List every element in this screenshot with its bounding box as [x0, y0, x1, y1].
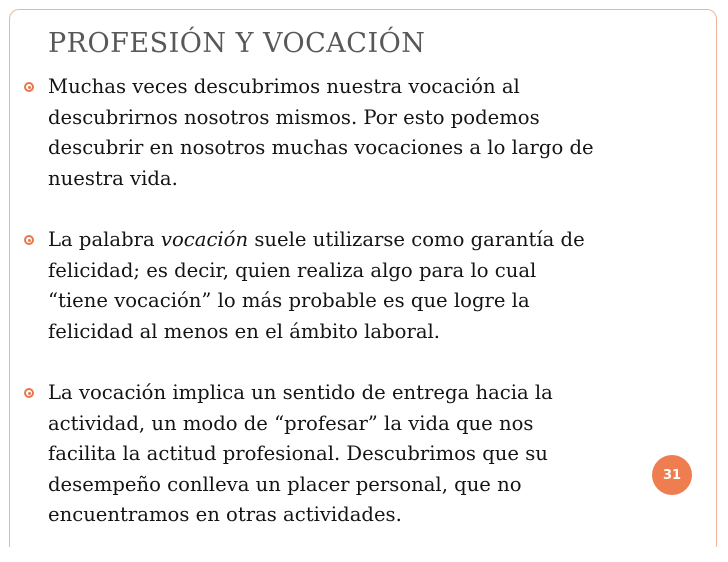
- bullet-item-2: [20, 225, 660, 347]
- bullet-marker-icon: [24, 82, 34, 92]
- bullet-2-emphasis: vocación: [160, 228, 249, 251]
- slide-title: PROFESIÓN Y VOCACIÓN: [48, 28, 426, 59]
- bullet-3-line-5: encuentramos en otras actividades.: [48, 503, 402, 526]
- bullet-2-line-3: “tiene vocación” lo más probable es que logre la: [48, 289, 530, 312]
- bullet-2-text-after: suele utilizarse como garantía de: [248, 228, 585, 251]
- bullet-3-line-1: La vocación implica un sentido de entrega hacia la: [48, 381, 553, 404]
- bullet-3-line-3: facilita la actitud profesional. Descubrimos que su: [48, 442, 548, 465]
- bullet-marker-icon: [24, 388, 34, 398]
- bullet-list: [20, 72, 660, 562]
- bullet-2-line-2: felicidad; es decir, quien realiza algo para lo cual: [48, 258, 537, 282]
- bullet-item-1: [20, 72, 660, 194]
- bullet-1-line-3: descubrir en nosotros muchas vocaciones a lo largo de: [48, 136, 594, 159]
- bullet-2-text-before: La palabra: [48, 228, 161, 251]
- bullet-2-line-4: felicidad al menos en el ámbito laboral.: [48, 319, 440, 343]
- bullet-2-line-1: [48, 225, 660, 256]
- bullet-1-line-2: descubrirnos nosotros mismos. Por esto podemos: [48, 105, 540, 129]
- bullet-1-line-1: Muchas veces descubrimos nuestra vocación al: [48, 75, 520, 98]
- bullet-item-3: [20, 378, 660, 531]
- bullet-marker-icon: [24, 235, 34, 245]
- page-number-badge: 31: [652, 455, 692, 495]
- bullet-3-line-4: desempeño conlleva un placer personal, que no: [48, 472, 522, 496]
- bullet-3-line-2: actividad, un modo de “profesar” la vida que nos: [48, 411, 534, 435]
- bullet-1-line-4: nuestra vida.: [48, 166, 178, 190]
